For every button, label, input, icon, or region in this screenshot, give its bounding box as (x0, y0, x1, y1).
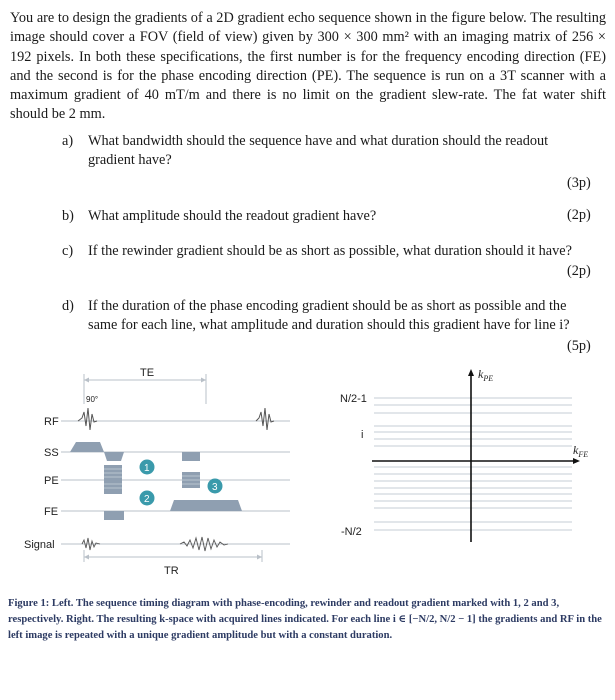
question-c (62, 242, 607, 262)
channel-label-fe: FE (44, 506, 59, 518)
spoiler-gradient-ss (182, 452, 200, 461)
question-a (62, 132, 602, 192)
caption-fraction-1: N/2 (418, 614, 435, 625)
question-text-cont: gradient have? (88, 152, 172, 168)
figure-caption (8, 596, 608, 644)
question-label: b) (62, 208, 74, 224)
marker-2-label: 2 (144, 494, 150, 505)
question-text: If the rewinder gradient should be as short as possible, what duration should it have? (88, 243, 572, 259)
question-d (62, 297, 607, 337)
kspace-diagram (340, 367, 588, 542)
kpe-letter: k (478, 367, 484, 381)
question-label: c) (62, 243, 74, 259)
question-label: a) (62, 133, 74, 149)
kfe-letter: k (573, 443, 579, 457)
kfe-subscript: FE (578, 450, 589, 459)
question-c-points: (2p) (567, 263, 591, 279)
kpe-subscript: PE (483, 374, 494, 383)
channel-label-ss: SS (44, 447, 59, 459)
kspace-bottom-label: -N/2 (341, 526, 362, 538)
readout-gradient (170, 500, 242, 511)
problem-intro: You are to design the gradients of a 2D gradient echo sequence shown in the figure below. The resulting image should cover a FOV (field of view) given by 300 × 300 mm² with an imaging matrix of 256 × 192 pixels. In both these specifications, the first number is for the frequency encoding direction (FE) and the second is for the phase encoding direction (PE). The sequence is run on a 3T scanner with a maximum gradient of 40 mT/m and there is no limit on the gradient slew-rate. The fat water shift should be 2 mm. (10, 10, 606, 123)
rf-pulse-excitation (78, 408, 97, 430)
question-d-points: (5p) (567, 338, 591, 354)
kspace-top-label: N/2-1 (340, 393, 367, 405)
rewinder-gradient (104, 511, 124, 520)
question-text: What amplitude should the readout gradient have? (88, 208, 377, 224)
caption-part-1: Figure 1: Left. The sequence timing diagram with phase-encoding, rewinder and readout gradient marked with 1, 2 and 3, respectively. Right. The resulting k-space with acquired lines indicated. For each line i ∈ [− (8, 598, 560, 625)
caption-part-3: − 1] the gradients and RF in the left image is repeated with a unique gradient amplitude but with a constant duration. (8, 614, 602, 641)
question-a-points: (3p) (567, 175, 591, 191)
kspace-lines (374, 398, 572, 530)
timing-diagram (24, 367, 290, 577)
marker-3-label: 3 (212, 482, 218, 493)
tr-label: TR (164, 565, 179, 577)
te-label: TE (140, 367, 155, 379)
marker-1-label: 1 (144, 463, 150, 474)
question-text: If the duration of the phase encoding gradient should be as short as possible and the (88, 298, 567, 314)
question-label: d) (62, 298, 74, 314)
caption-part-2: , (434, 614, 440, 625)
kpe-axis-label (478, 367, 493, 383)
channel-label-pe: PE (44, 475, 59, 487)
slice-select-gradient (70, 442, 104, 452)
rf-pulse-repeat (256, 408, 274, 430)
kfe-axis-label (573, 443, 588, 459)
question-text: What bandwidth should the sequence have and what duration should the readout (88, 133, 549, 149)
question-b (62, 207, 602, 227)
question-b-points: (2p) (567, 207, 591, 223)
kspace-i-label: i (361, 429, 364, 441)
caption-fraction-2: N/2 (439, 614, 456, 625)
flip-angle-label: 90° (86, 395, 99, 404)
question-text-cont: same for each line, what amplitude and duration should this gradient have for line i? (88, 317, 570, 333)
figure (0, 360, 615, 590)
channel-label-rf: RF (44, 416, 59, 428)
slice-rewinder-gradient (104, 452, 124, 461)
channel-label-signal: Signal (24, 539, 55, 551)
